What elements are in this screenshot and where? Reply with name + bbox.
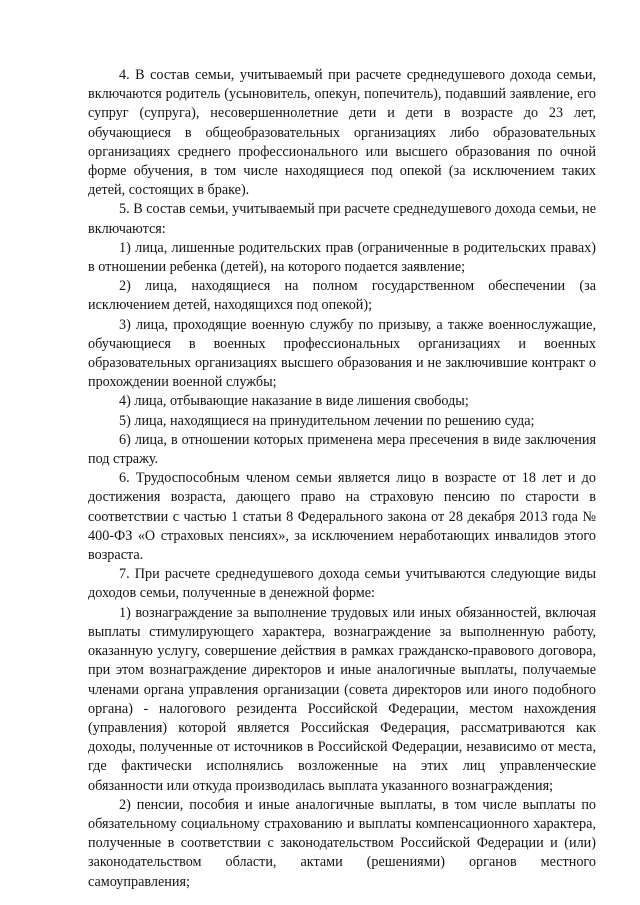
paragraph-5-exclusions-heading: 5. В состав семьи, учитываемый при расчете среднедушевого дохода семьи, не включаются: bbox=[88, 201, 596, 237]
list-item-5-5: 5) лица, находящиеся на принудительном лечении по решению суда; bbox=[119, 412, 535, 429]
document-page bbox=[88, 66, 596, 892]
list-item-5-1: 1) лица, лишенные родительских прав (ограниченные в родительских правах) в отношении ребенка (детей), на которого подается заявление; bbox=[88, 239, 596, 276]
list-item-7-1: 1) вознаграждение за выполнение трудовых или иных обязанностей, включая выплаты стимулирующего характера, вознаграждение за выполненную работу, оказанную услугу, совершение действия в рамках гражданско-правового договора, при этом вознаграждение директоров и иные аналогичные выплаты, получаемые членами органа управления организации (совета директоров или иного подобного органа) - налогового резидента Российской Федерации, местом нахождения (управления) которой является Российская Федерация, рассматриваются как доходы, полученные от источников в Российской Федерации, независимо от места, где фактически исполнялись возложенные на этих лиц управленческие обязанности или откуда производилась выплата указанного вознаграждения; bbox=[88, 604, 596, 794]
paragraph-6-able-bodied-member: 6. Трудоспособным членом семьи является лицо в возрасте от 18 лет и до достижения возраста, дающего право на страховую пенсию по старости в соответствии с частью 1 статьи 8 Федерального закона от 28 декабря 2013 года № 400-ФЗ «О страховых пенсиях», за исключением неработающих инвалидов этого возраста. bbox=[88, 470, 596, 564]
paragraph-7-income-types-heading: 7. При расчете среднедушевого дохода семьи учитываются следующие виды доходов семьи, полученные в денежной форме: bbox=[88, 566, 596, 602]
list-item-5-2: 2) лица, находящиеся на полном государственном обеспечении (за исключением детей, находящихся под опекой); bbox=[88, 278, 596, 314]
list-item-7-2: 2) пенсии, пособия и иные аналогичные выплаты, в том числе выплаты по обязательному социальному страхованию и выплаты компенсационного характера, полученные в соответствии с законодательством Российской Федерации и (или) законодательством области, актами (решениями) органов местного самоуправления; bbox=[88, 796, 596, 890]
list-item-5-3: 3) лица, проходящие военную службу по призыву, а также военнослужащие, обучающиеся в военных профессиональных организациях и военных образовательных организациях высшего образования и не заключившие контракт о прохождении военной службы; bbox=[88, 316, 596, 391]
list-item-5-4: 4) лица, отбывающие наказание в виде лишения свободы; bbox=[119, 393, 469, 410]
list-item-5-6: 6) лица, в отношении которых применена мера пресечения в виде заключения под стражу. bbox=[88, 431, 596, 468]
paragraph-4-family-composition: 4. В состав семьи, учитываемый при расчете среднедушевого дохода семьи, включаются родитель (усыновитель, опекун, попечитель), подавший заявление, его супруг (супруга), несовершеннолетние дети и дети в возрасте до 23 лет, обучающиеся в общеобразовательных организациях либо образовательных организациях среднего профессионального или высшего образования по очной форме обучения, в том числе находящиеся под опекой (за исключением таких детей, состоящих в браке). bbox=[88, 67, 596, 199]
